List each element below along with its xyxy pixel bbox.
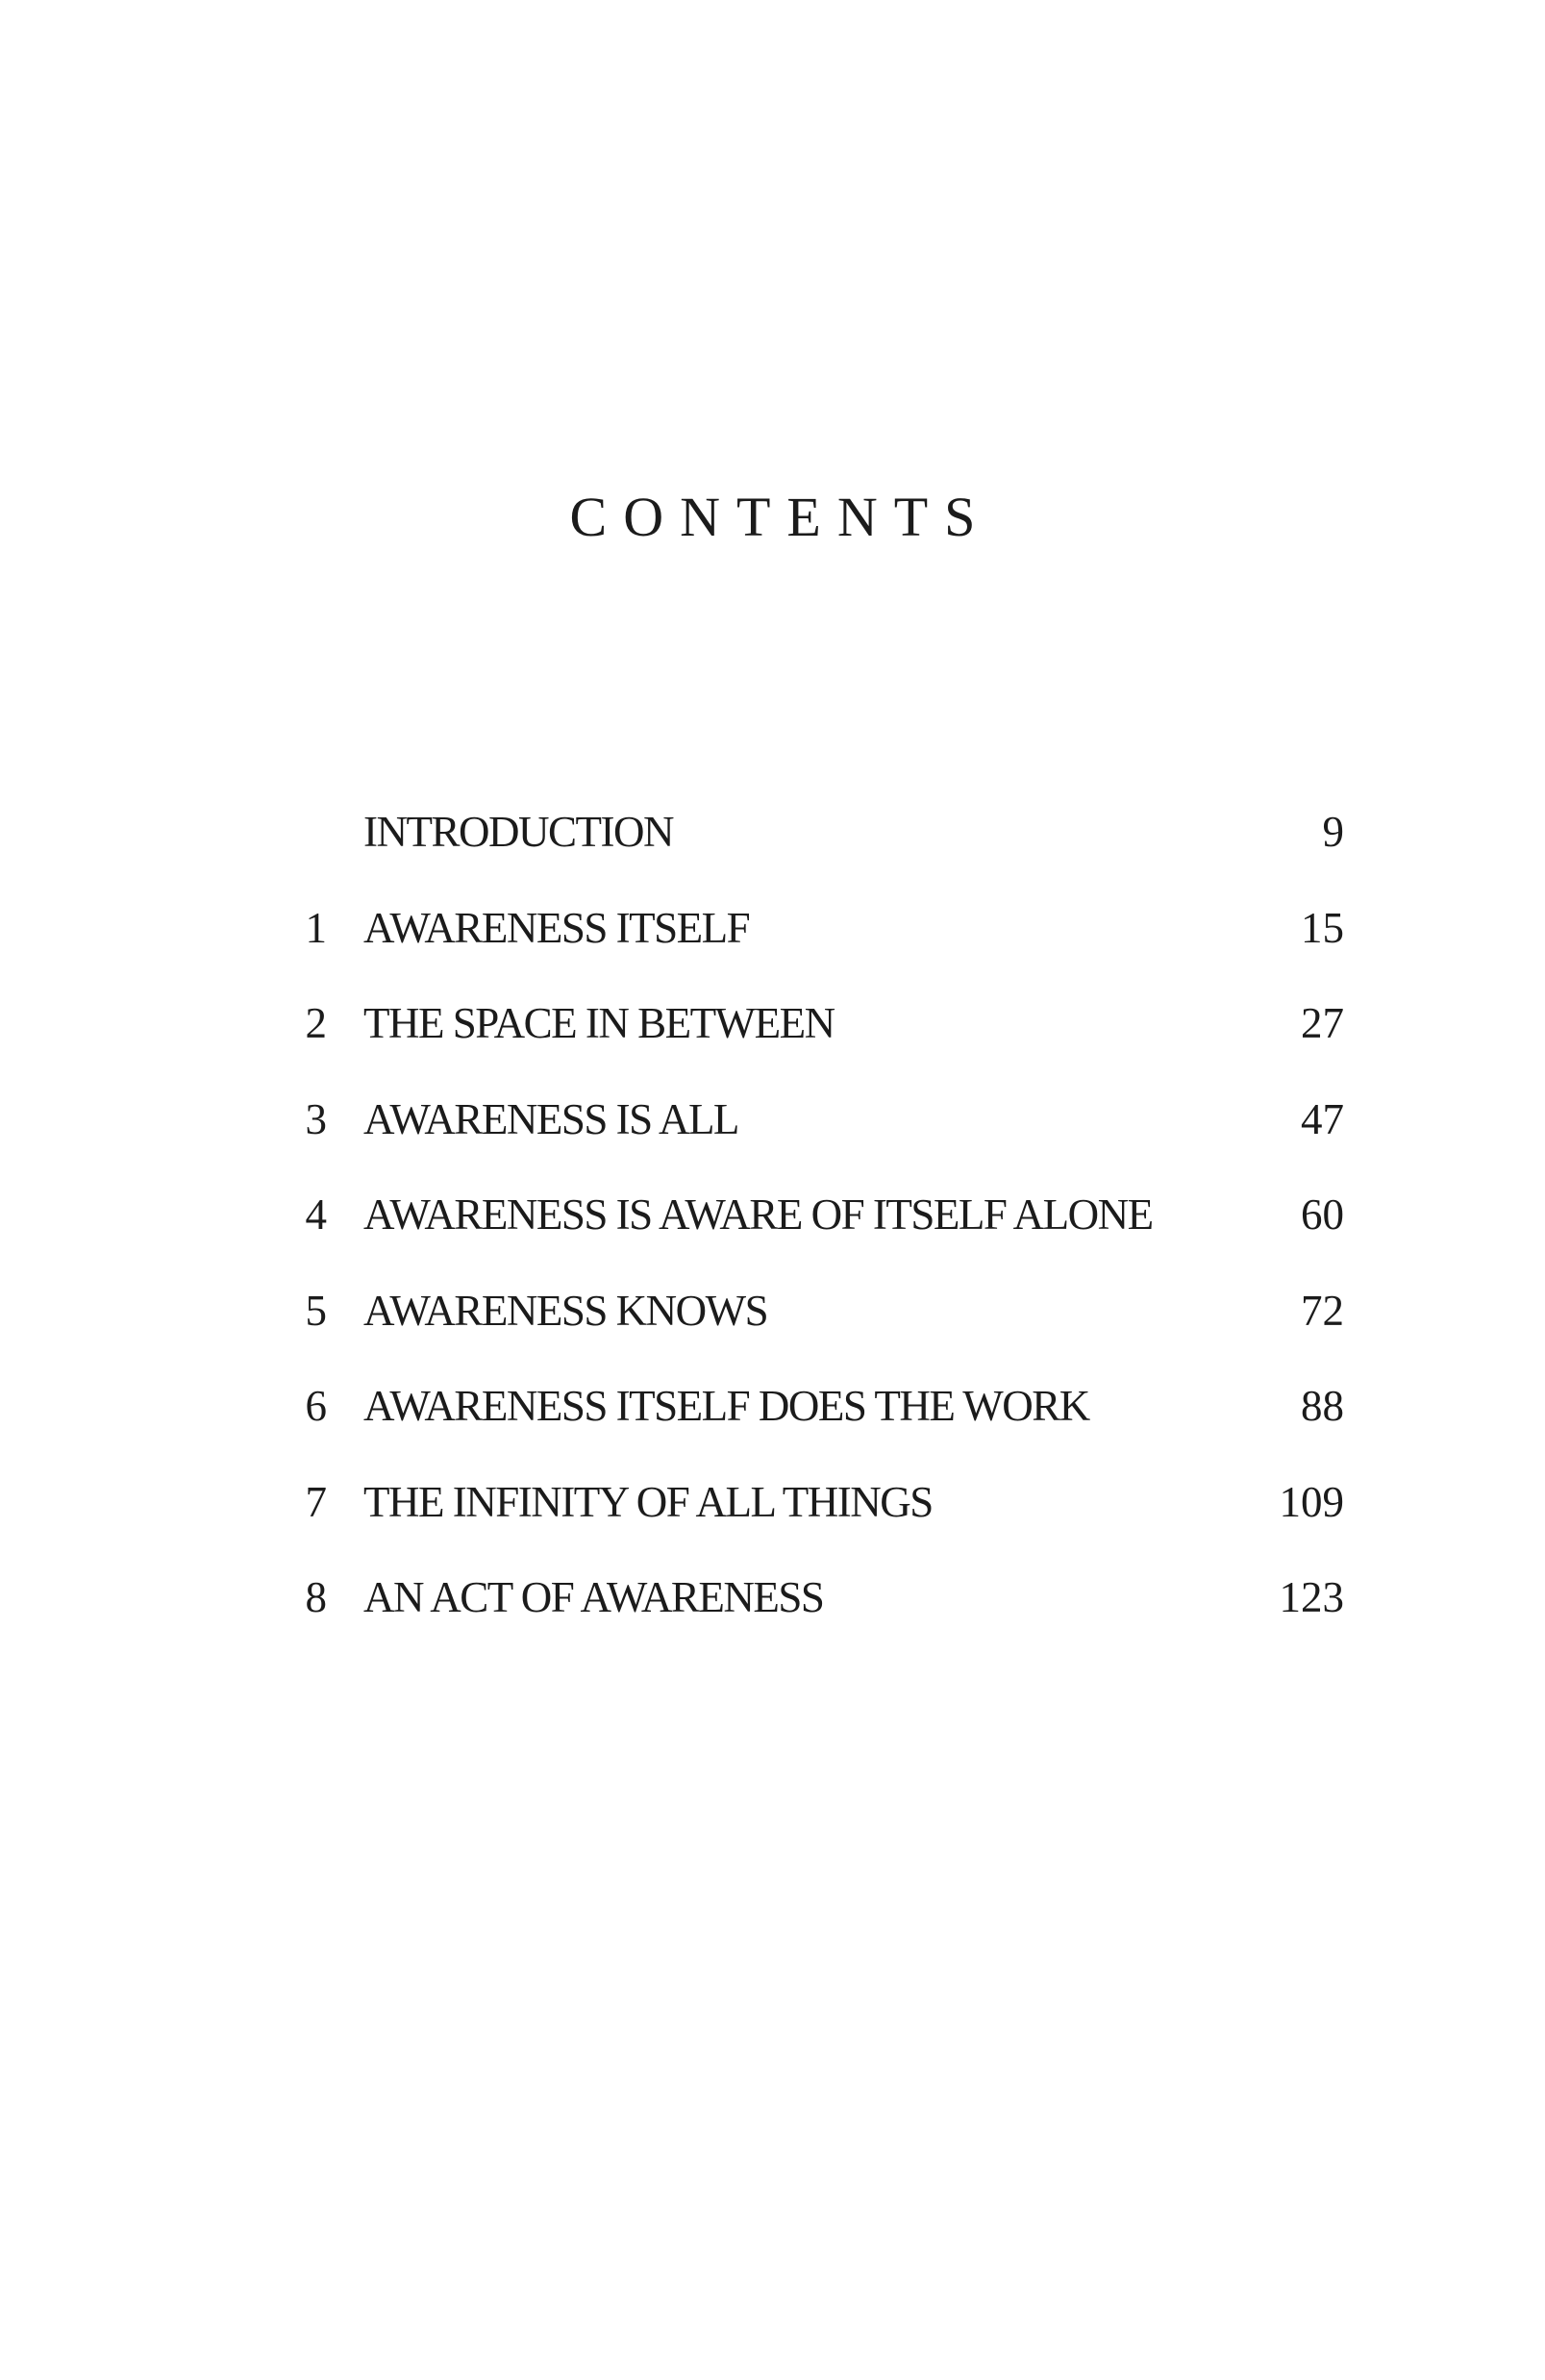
page-number: 109 [1279,1477,1344,1526]
page-number: 15 [1301,903,1344,952]
chapter-number: 3 [305,1094,327,1143]
chapter-number: 7 [305,1477,327,1526]
page-number: 88 [1301,1382,1344,1430]
page-number: 60 [1301,1190,1344,1239]
chapter-title: AN ACT OF AWARENESS [363,1573,824,1621]
chapter-title: THE SPACE IN BETWEEN [363,999,835,1047]
toc-entry-5 [287,1267,1344,1364]
toc-entry-introduction [287,789,1344,885]
page-number: 123 [1279,1573,1344,1621]
toc-entry-6 [287,1363,1344,1459]
chapter-number: 8 [305,1573,327,1621]
toc-entry-7 [287,1459,1344,1555]
chapter-title: INTRODUCTION [363,808,673,856]
chapter-title: AWARENESS ITSELF DOES THE WORK [363,1382,1089,1430]
chapter-title: AWARENESS ITSELF [363,903,750,952]
chapter-number: 2 [305,999,327,1047]
page-number: 9 [1322,808,1344,856]
chapter-title: AWARENESS KNOWS [363,1286,768,1335]
toc-entry-2 [287,980,1344,1076]
chapter-number: 5 [305,1286,327,1335]
chapter-title: THE INFINITY OF ALL THINGS [363,1477,933,1526]
page-number: 27 [1301,999,1344,1047]
table-of-contents [287,789,1344,1650]
toc-entry-8 [287,1554,1344,1650]
chapter-number: 4 [305,1190,327,1239]
page-number: 47 [1301,1094,1344,1143]
toc-entry-3 [287,1076,1344,1172]
chapter-number: 1 [305,903,327,952]
chapter-number: 6 [305,1382,327,1430]
toc-entry-1 [287,885,1344,981]
toc-entry-4 [287,1171,1344,1267]
contents-heading: CONTENTS [569,486,992,548]
chapter-title: AWARENESS IS ALL [363,1094,738,1143]
chapter-title: AWARENESS IS AWARE OF ITSELF ALONE [363,1190,1153,1239]
page-number: 72 [1301,1286,1344,1335]
